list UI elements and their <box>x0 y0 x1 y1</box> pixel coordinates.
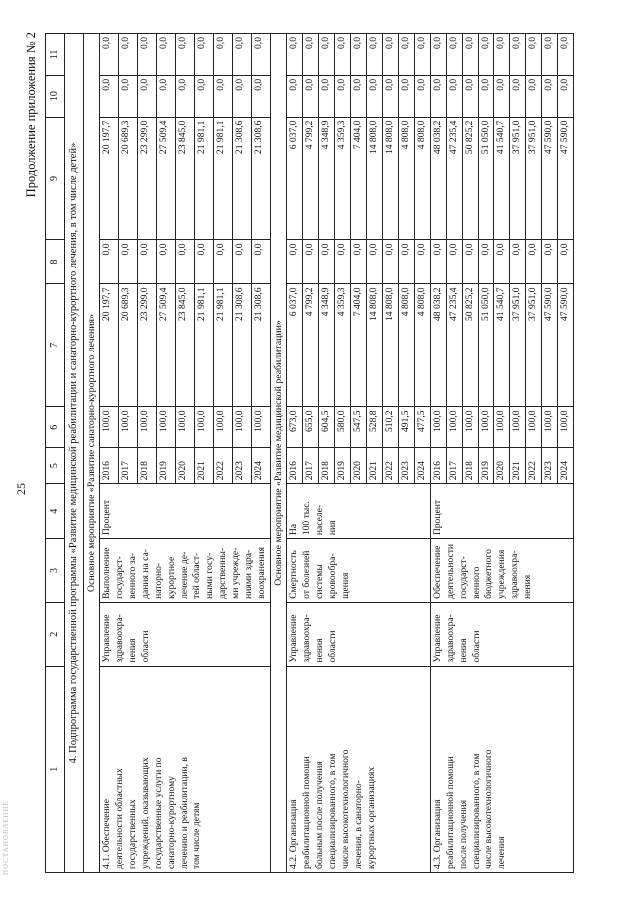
value-cell: 100,0 <box>430 407 446 448</box>
year-cell: 2022 <box>526 448 542 484</box>
value-cell: 0,0 <box>303 75 319 117</box>
value-cell: 4 808,0 <box>414 117 430 240</box>
value-cell: 100,0 <box>446 407 462 448</box>
header-cell: 7 <box>46 284 65 407</box>
value-cell: 100,0 <box>510 407 526 448</box>
value-cell: 0,0 <box>99 75 118 117</box>
activity-unit: Процент <box>99 484 270 539</box>
value-cell: 4 359,3 <box>335 284 351 407</box>
value-cell: 47 235,4 <box>446 117 462 240</box>
value-cell: 100,0 <box>118 407 137 448</box>
value-cell: 7 404,0 <box>351 117 367 240</box>
year-cell: 2019 <box>478 448 494 484</box>
year-cell: 2024 <box>252 448 271 484</box>
continuation-note: Продолжение приложения № 2 <box>24 32 38 198</box>
value-cell: 21 308,6 <box>252 284 271 407</box>
value-cell: 100,0 <box>175 407 194 448</box>
value-cell: 14 808,0 <box>382 117 398 240</box>
value-cell: 0,0 <box>175 34 194 76</box>
value-cell: 0,0 <box>430 240 446 284</box>
value-cell: 48 038,2 <box>430 117 446 240</box>
activity-subtitle: Основное мероприятие «Развитие санаторно-курортного лечения» <box>83 34 99 873</box>
value-cell: 0,0 <box>478 75 494 117</box>
activity-indicator: Смертность от болезней системы кровообра- щения <box>287 539 430 603</box>
value-cell: 51 050,0 <box>478 284 494 407</box>
value-cell: 0,0 <box>175 240 194 284</box>
value-cell: 21 308,6 <box>233 284 252 407</box>
year-cell: 2024 <box>414 448 430 484</box>
value-cell: 0,0 <box>118 75 137 117</box>
value-cell: 0,0 <box>414 34 430 76</box>
value-cell: 21 981,1 <box>213 284 232 407</box>
value-cell: 0,0 <box>287 34 303 76</box>
value-cell: 0,0 <box>478 240 494 284</box>
value-cell: 0,0 <box>287 75 303 117</box>
table-row <box>287 34 303 873</box>
value-cell: 100,0 <box>99 407 118 448</box>
value-cell: 20 689,3 <box>118 284 137 407</box>
value-cell: 0,0 <box>494 240 510 284</box>
value-cell: 41 540,7 <box>494 284 510 407</box>
value-cell: 0,0 <box>335 75 351 117</box>
value-cell: 0,0 <box>366 34 382 76</box>
year-cell: 2016 <box>287 448 303 484</box>
header-cell: 11 <box>46 34 65 76</box>
value-cell: 0,0 <box>430 75 446 117</box>
value-cell: 655,0 <box>303 407 319 448</box>
value-cell: 20 689,3 <box>118 117 137 240</box>
value-cell: 0,0 <box>414 75 430 117</box>
header-cell: 4 <box>46 484 65 539</box>
year-cell: 2016 <box>99 448 118 484</box>
value-cell: 0,0 <box>319 75 335 117</box>
value-cell: 100,0 <box>194 407 213 448</box>
value-cell: 528,8 <box>366 407 382 448</box>
value-cell: 37 951,0 <box>526 284 542 407</box>
value-cell: 100,0 <box>462 407 478 448</box>
value-cell: 100,0 <box>137 407 156 448</box>
page-number: 25 <box>14 483 28 495</box>
value-cell: 0,0 <box>558 34 574 76</box>
header-row <box>46 34 65 873</box>
table-row <box>430 34 446 873</box>
value-cell: 50 825,2 <box>462 284 478 407</box>
year-cell: 2017 <box>118 448 137 484</box>
year-cell: 2019 <box>156 448 175 484</box>
value-cell: 0,0 <box>558 75 574 117</box>
value-cell: 0,0 <box>252 240 271 284</box>
year-cell: 2020 <box>351 448 367 484</box>
value-cell: 48 038,2 <box>430 284 446 407</box>
year-cell: 2018 <box>137 448 156 484</box>
value-cell: 20 197,7 <box>99 117 118 240</box>
program-table <box>45 33 574 873</box>
value-cell: 0,0 <box>233 34 252 76</box>
value-cell: 0,0 <box>366 240 382 284</box>
value-cell: 4 799,2 <box>303 117 319 240</box>
value-cell: 4 348,9 <box>319 117 335 240</box>
year-cell: 2021 <box>366 448 382 484</box>
year-cell: 2019 <box>335 448 351 484</box>
year-cell: 2020 <box>175 448 194 484</box>
value-cell: 6 037,0 <box>287 284 303 407</box>
value-cell: 0,0 <box>319 240 335 284</box>
value-cell: 0,0 <box>213 75 232 117</box>
activity-name: 4.2. Организация реабилитационной помощи больным после получения специализированного, в том числе высокотехнологичного лечения, в санаторно- курортных организациях <box>287 666 430 872</box>
activity-executor: Управление здравоохра- нения области <box>430 602 573 666</box>
value-cell: 0,0 <box>366 75 382 117</box>
value-cell: 0,0 <box>335 240 351 284</box>
value-cell: 51 050,0 <box>478 117 494 240</box>
value-cell: 47 590,0 <box>558 284 574 407</box>
value-cell: 4 808,0 <box>398 117 414 240</box>
value-cell: 0,0 <box>319 34 335 76</box>
subprogram-title: 4. Подпрограмма государственной программы «Развитие медицинской реабилитации и санаторно-курортного лечения, в том числе детей» <box>64 34 83 873</box>
value-cell: 0,0 <box>213 34 232 76</box>
value-cell: 0,0 <box>213 240 232 284</box>
value-cell: 100,0 <box>494 407 510 448</box>
value-cell: 0,0 <box>175 75 194 117</box>
value-cell: 0,0 <box>156 34 175 76</box>
value-cell: 510,2 <box>382 407 398 448</box>
value-cell: 0,0 <box>303 34 319 76</box>
value-cell: 23 845,0 <box>175 284 194 407</box>
activity-executor: Управление здравоохра- нения области <box>99 602 270 666</box>
value-cell: 0,0 <box>398 34 414 76</box>
value-cell: 47 590,0 <box>542 284 558 407</box>
year-cell: 2017 <box>303 448 319 484</box>
year-cell: 2022 <box>213 448 232 484</box>
value-cell: 21 981,1 <box>194 284 213 407</box>
value-cell: 0,0 <box>526 240 542 284</box>
value-cell: 0,0 <box>118 34 137 76</box>
value-cell: 673,0 <box>287 407 303 448</box>
activity-subtitle-row <box>271 34 287 873</box>
year-cell: 2020 <box>494 448 510 484</box>
value-cell: 14 808,0 <box>382 284 398 407</box>
value-cell: 0,0 <box>351 240 367 284</box>
value-cell: 23 299,0 <box>137 284 156 407</box>
value-cell: 0,0 <box>542 240 558 284</box>
value-cell: 37 951,0 <box>510 284 526 407</box>
year-cell: 2018 <box>319 448 335 484</box>
value-cell: 0,0 <box>430 34 446 76</box>
value-cell: 0,0 <box>233 240 252 284</box>
value-cell: 0,0 <box>137 240 156 284</box>
value-cell: 0,0 <box>156 240 175 284</box>
activity-unit: Процент <box>430 484 573 539</box>
value-cell: 0,0 <box>287 240 303 284</box>
year-cell: 2021 <box>510 448 526 484</box>
value-cell: 0,0 <box>510 240 526 284</box>
value-cell: 20 197,7 <box>99 284 118 407</box>
activity-indicator: Обеспечение деятельности государст- венного бюджетного учреждения здравоохра- нения <box>430 539 573 603</box>
value-cell: 0,0 <box>526 75 542 117</box>
table-body <box>46 34 574 873</box>
value-cell: 0,0 <box>398 240 414 284</box>
value-cell: 604,5 <box>319 407 335 448</box>
year-cell: 2018 <box>462 448 478 484</box>
value-cell: 0,0 <box>462 75 478 117</box>
value-cell: 0,0 <box>414 240 430 284</box>
value-cell: 0,0 <box>252 34 271 76</box>
value-cell: 21 308,6 <box>252 117 271 240</box>
header-cell: 6 <box>46 407 65 448</box>
value-cell: 491,5 <box>398 407 414 448</box>
value-cell: 4 808,0 <box>414 284 430 407</box>
value-cell: 14 808,0 <box>366 284 382 407</box>
value-cell: 47 235,4 <box>446 284 462 407</box>
value-cell: 21 981,1 <box>213 117 232 240</box>
value-cell: 0,0 <box>478 34 494 76</box>
value-cell: 0,0 <box>382 240 398 284</box>
value-cell: 0,0 <box>526 34 542 76</box>
value-cell: 50 825,2 <box>462 117 478 240</box>
year-cell: 2023 <box>542 448 558 484</box>
value-cell: 0,0 <box>382 34 398 76</box>
activity-name: 4.3. Организация реабилитационной помощи после получения специализированного, в том числе высокотехнологичного лечения <box>430 666 573 872</box>
table-row <box>99 34 118 873</box>
value-cell: 41 540,7 <box>494 117 510 240</box>
value-cell: 0,0 <box>494 34 510 76</box>
value-cell: 580,0 <box>335 407 351 448</box>
value-cell: 0,0 <box>303 240 319 284</box>
header-cell: 9 <box>46 117 65 240</box>
value-cell: 0,0 <box>194 75 213 117</box>
value-cell: 0,0 <box>194 240 213 284</box>
header-cell: 2 <box>46 602 65 666</box>
value-cell: 0,0 <box>510 75 526 117</box>
value-cell: 0,0 <box>398 75 414 117</box>
value-cell: 100,0 <box>233 407 252 448</box>
value-cell: 4 808,0 <box>398 284 414 407</box>
value-cell: 0,0 <box>510 34 526 76</box>
value-cell: 100,0 <box>156 407 175 448</box>
year-cell: 2016 <box>430 448 446 484</box>
value-cell: 47 590,0 <box>558 117 574 240</box>
value-cell: 0,0 <box>494 75 510 117</box>
value-cell: 0,0 <box>462 240 478 284</box>
value-cell: 0,0 <box>118 240 137 284</box>
value-cell: 0,0 <box>156 75 175 117</box>
year-cell: 2023 <box>233 448 252 484</box>
value-cell: 0,0 <box>382 75 398 117</box>
value-cell: 14 808,0 <box>366 117 382 240</box>
header-cell: 10 <box>46 75 65 117</box>
year-cell: 2021 <box>194 448 213 484</box>
activity-name: 4.1. Обеспечение деятельности областных государственных учреждений, оказывающих государственные услуги по санаторно-курортному лечению и реабилитации, в том числе детям <box>99 666 270 872</box>
value-cell: 6 037,0 <box>287 117 303 240</box>
value-cell: 0,0 <box>252 75 271 117</box>
value-cell: 0,0 <box>137 34 156 76</box>
activity-subtitle-row <box>83 34 99 873</box>
header-cell: 1 <box>46 666 65 872</box>
value-cell: 23 845,0 <box>175 117 194 240</box>
value-cell: 477,5 <box>414 407 430 448</box>
value-cell: 27 509,4 <box>156 284 175 407</box>
subprogram-row <box>64 34 83 873</box>
value-cell: 0,0 <box>137 75 156 117</box>
value-cell: 23 299,0 <box>137 117 156 240</box>
value-cell: 100,0 <box>213 407 232 448</box>
value-cell: 0,0 <box>558 240 574 284</box>
value-cell: 100,0 <box>252 407 271 448</box>
value-cell: 21 981,1 <box>194 117 213 240</box>
header-cell: 3 <box>46 539 65 603</box>
value-cell: 0,0 <box>194 34 213 76</box>
value-cell: 0,0 <box>462 34 478 76</box>
value-cell: 100,0 <box>542 407 558 448</box>
document-stamp: ПОСТАНОВЛЕНИЕ <box>2 800 10 875</box>
value-cell: 0,0 <box>446 75 462 117</box>
value-cell: 37 951,0 <box>510 117 526 240</box>
activity-unit: На 100 тыс. населе- ния <box>287 484 430 539</box>
activity-indicator: Выполнение государст- венного за- дания на са- наторно- курортное лечение де- тей област- ными госу- дарственны- ми учрежде- ниями здра- воохранения <box>99 539 270 603</box>
activity-subtitle: Основное мероприятие «Развитие медицинской реабилитации» <box>271 34 287 873</box>
header-cell: 8 <box>46 240 65 284</box>
value-cell: 4 359,3 <box>335 117 351 240</box>
value-cell: 0,0 <box>542 75 558 117</box>
value-cell: 547,5 <box>351 407 367 448</box>
value-cell: 37 951,0 <box>526 117 542 240</box>
year-cell: 2024 <box>558 448 574 484</box>
value-cell: 21 308,6 <box>233 117 252 240</box>
value-cell: 47 590,0 <box>542 117 558 240</box>
value-cell: 0,0 <box>446 240 462 284</box>
value-cell: 4 799,2 <box>303 284 319 407</box>
value-cell: 0,0 <box>335 34 351 76</box>
value-cell: 0,0 <box>446 34 462 76</box>
value-cell: 100,0 <box>478 407 494 448</box>
year-cell: 2017 <box>446 448 462 484</box>
value-cell: 27 509,4 <box>156 117 175 240</box>
value-cell: 0,0 <box>99 34 118 76</box>
value-cell: 100,0 <box>526 407 542 448</box>
header-cell: 5 <box>46 448 65 484</box>
value-cell: 4 348,9 <box>319 284 335 407</box>
value-cell: 0,0 <box>99 240 118 284</box>
value-cell: 0,0 <box>233 75 252 117</box>
value-cell: 0,0 <box>351 34 367 76</box>
value-cell: 0,0 <box>351 75 367 117</box>
value-cell: 100,0 <box>558 407 574 448</box>
year-cell: 2022 <box>382 448 398 484</box>
activity-executor: Управление здравоохра- нения области <box>287 602 430 666</box>
year-cell: 2023 <box>398 448 414 484</box>
value-cell: 7 404,0 <box>351 284 367 407</box>
value-cell: 0,0 <box>542 34 558 76</box>
